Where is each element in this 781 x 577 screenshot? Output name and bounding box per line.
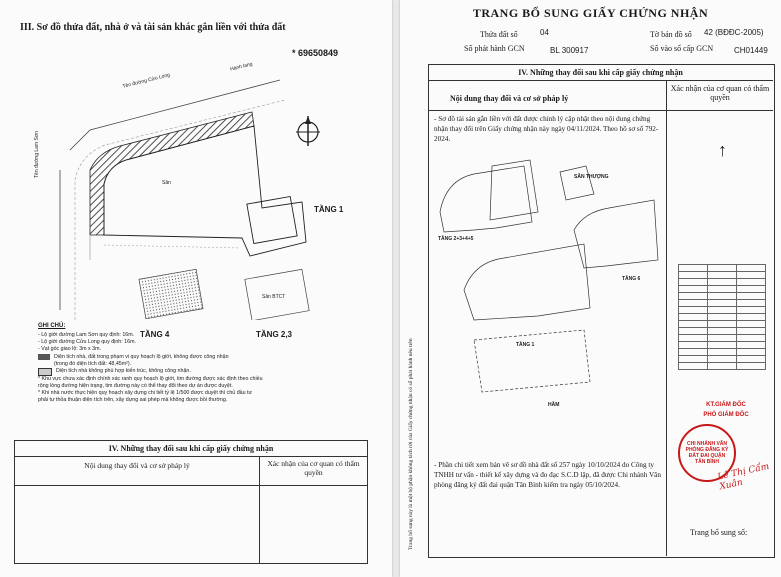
- small-block-label: Sân BTCT: [262, 294, 286, 300]
- floor-1-label: TẦNG 1: [314, 205, 344, 214]
- dots-legend-icon: [38, 368, 52, 376]
- seal-text: CHI NHÁNH VĂN PHÒNG ĐĂNG KÝ ĐẤT ĐAI QUẬN TÂN BÌNH: [685, 441, 729, 465]
- footer-label: Trang bổ sung số:: [690, 528, 748, 537]
- table-cell-empty: [15, 486, 260, 564]
- plan-floor6-label: TẦNG 6: [622, 276, 641, 282]
- plan-roof-label: SÂN THƯỢNG: [574, 174, 609, 180]
- north-arrow-icon: ↑: [718, 140, 727, 160]
- column-header-confirm: Xác nhận của cơ quan có thẩm quyền: [267, 459, 360, 477]
- table-title: IV. Những thay đổi sau khi cấp giấy chứng nhận: [15, 441, 367, 457]
- note-item: rộng lòng đường hiện trạng, tim đường này có thể thay đổi theo dự án được duyệt.: [38, 383, 233, 389]
- road-left-label: Tên đường Lam Sơn: [34, 131, 40, 178]
- book-number-label: Số vào sổ cấp GCN: [650, 44, 714, 53]
- map-sheet-value: 42 (BĐĐC-2005): [704, 28, 764, 37]
- lot-label: Sân: [162, 180, 171, 186]
- issue-number-label: Số phát hành GCN: [464, 44, 525, 53]
- note-item: (trong đó diện tích đất: 48,45m²).: [54, 361, 132, 367]
- notes-list: [38, 332, 378, 404]
- changes-table: [14, 440, 368, 564]
- signature: Lê Thị Cẩm Xuân: [716, 461, 771, 493]
- note-item: phải tự thỏa thuận diện tích trên, xây dựng sai phép mà không được bồi thường.: [38, 397, 228, 403]
- plan-floor1-label: TẦNG 1: [516, 342, 535, 348]
- book-number-value: CH01449: [734, 46, 768, 55]
- certificate-page-right: [400, 0, 781, 577]
- stamp-title-2: PHÓ GIÁM ĐỐC: [703, 412, 749, 418]
- floor-4-area: [139, 269, 203, 318]
- plan-floors-label: TẦNG 2+3+4+5: [438, 236, 474, 242]
- supplement-title: TRANG BỔ SUNG GIẤY CHỨNG NHẬN: [472, 6, 709, 20]
- serial-code: * 69650849: [292, 48, 339, 58]
- section-title: IV. Những thay đổi sau khi cấp giấy chứng nhận: [518, 68, 683, 77]
- side-note: Trang bổ sung này là một bộ phận không tách rời của Giấy chứng nhận có số phát hành nêu trên: [408, 338, 414, 550]
- note-item: - Vạt góc giao lộ: 3m x 3m.: [38, 346, 102, 352]
- plan-basement-label: HẦM: [548, 402, 560, 408]
- column-header-content: Nội dung thay đổi và cơ sở pháp lý: [15, 457, 260, 485]
- land-plot-map: [30, 60, 370, 320]
- table-cell-empty: [260, 486, 367, 564]
- issue-number-value: BL 300917: [550, 46, 589, 55]
- land-number-label: Thửa đất số: [480, 30, 518, 39]
- stamp-title-1: KT.GIÁM ĐỐC: [706, 402, 746, 408]
- map-sheet-label: Tờ bản đồ số: [650, 30, 692, 39]
- change-content-2: - Phần chi tiết xem bản vẽ sơ đồ nhà đất số 257 ngày 10/10/2024 do Công ty TNHH tư vấn - thiết kế xây dựng và đo đạc S.C.D lập, đã được Chi nhánh Văn phòng đăng ký đất đai quận Tân Bình kiểm tra ngày 05/10/2024.: [434, 461, 661, 489]
- note-item: * Khi nhà nước thực hiện quy hoạch xây dựng chi tiết tỷ lệ 1/500 được duyệt thì chủ đầu tư: [38, 390, 253, 396]
- floor-4-label: TẦNG 4: [140, 330, 170, 339]
- note-item: - Lộ giới đường Cửu Long quy định: 16m.: [38, 339, 136, 345]
- column-header-content: Nội dung thay đổi và cơ sở pháp lý: [450, 94, 569, 103]
- land-number-value: 04: [540, 28, 549, 37]
- note-item: - Lộ giới đường Lam Sơn quy định: 16m.: [38, 332, 135, 338]
- note-item: * Khu vực chưa xác định chính xác ranh quy hoạch lộ giới, tim đường được xác định theo chiều: [38, 376, 263, 382]
- section-heading: III. Sơ đồ thửa đất, nhà ở và tài sản khác gắn liền với thửa đất: [20, 22, 286, 33]
- notes-title: GHI CHÚ:: [38, 323, 66, 329]
- north-arrow-icon: [296, 116, 320, 146]
- note-item: Diện tích nhà không phù hợp kiến trúc, không công nhận.: [56, 368, 191, 374]
- road-top-label: Tên đường Cửu Long: [121, 72, 171, 90]
- hatch-legend-icon: [38, 354, 50, 360]
- coordinate-table: [678, 264, 766, 370]
- change-content-1: - Sơ đồ tài sản gắn liền với đất được chỉnh lý cập nhật theo nội dung chứng nhận thay đổi trên Giấy chứng nhận này ngày 04/11/2024. Theo hồ sơ số 792-2024.: [434, 115, 659, 143]
- road-top-right-label: Hành lang: [229, 61, 254, 73]
- note-item: Diện tích nhà, đất trong phạm vi quy hoạch lộ giới, không được công nhận: [54, 354, 229, 360]
- floor-23-label: TẦNG 2,3: [256, 330, 293, 339]
- setback-area: [90, 112, 254, 235]
- column-header-confirm: Xác nhận của cơ quan có thẩm quyền: [670, 84, 770, 102]
